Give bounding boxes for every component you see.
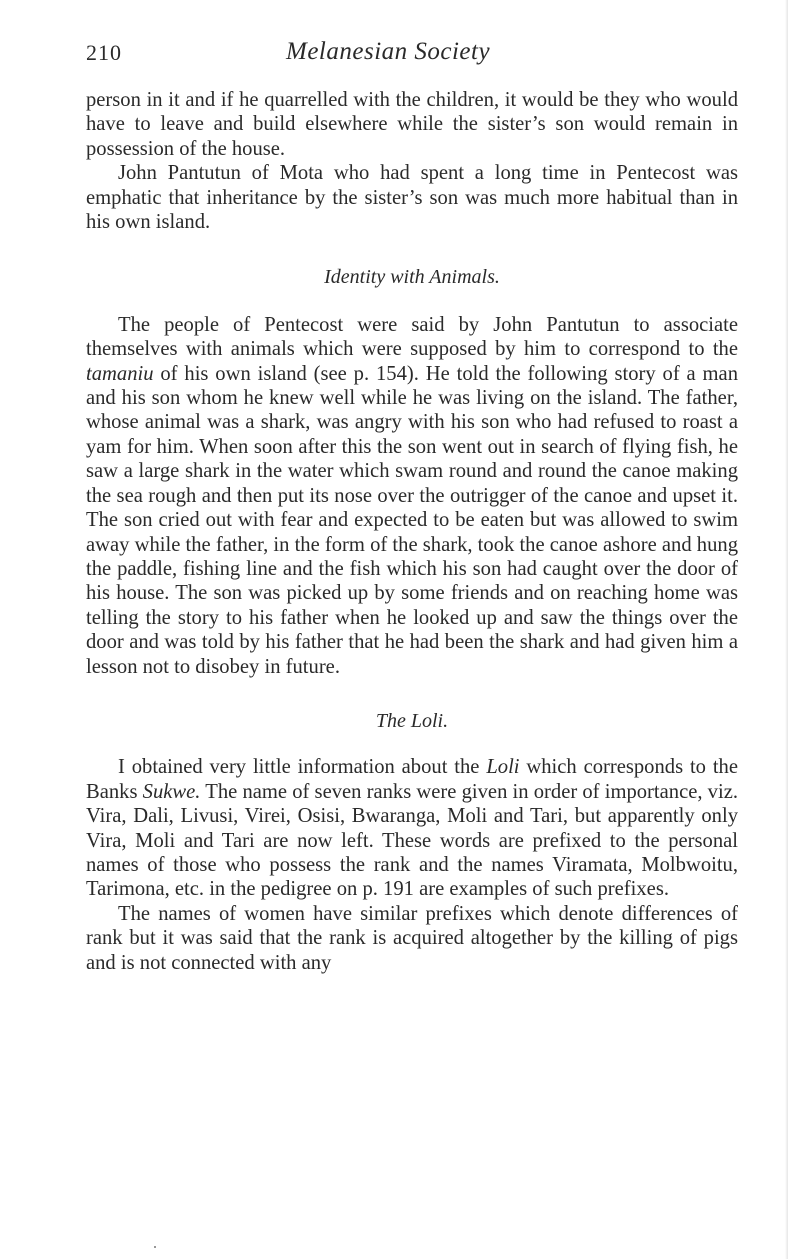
page-body [86,88,738,975]
text-run: which corresponds to the Banks [86,756,738,803]
paragraph-shark-story [86,313,738,679]
text-run: The people of Pentecost were said by John Pantutun to associate themselves with animals which were supposed by him to correspond to the [86,313,738,361]
page-header [86,40,738,70]
scan-speck [154,1246,156,1248]
italic-term-loli: Loli [486,756,520,779]
section-heading-identity-with-animals: Identity with Animals. [324,266,500,289]
page-number: 210 [86,40,122,65]
section-heading-the-loli: The Loli. [375,709,449,732]
text-run: I obtained very little information about the [118,756,487,779]
paragraph-women-prefixes: The names of women have similar prefixes which denote differences of rank but it was said that the rank is acquired altogether by the killing of pigs and is not connected with any [86,902,738,974]
paragraph-pantutun-inheritance: John Pantutun of Mota who had spent a long time in Pentecost was emphatic that inheritance by the sister’s son was much more habitual than in his own island. [86,162,738,234]
text-run: The name of seven ranks were given in order of importance, viz. Vira, Dali, Livusi, Virei, Osisi, Bwaranga, Moli and Tari, but apparently only Vira, Moli and Tari are now left. These words are prefixed to the personal names of those who possess the rank and the names Viramata, Molbwoitu, Tarimona, etc. in the pedigree on p. 191 are examples of such prefixes. [86,780,738,901]
running-title: Melanesian Society [286,38,491,65]
paragraph-loli-ranks [86,755,738,901]
paragraph-continuation: person in it and if he quarrelled with the children, it would be they who would have to leave and build elsewhere while the sister’s son would remain in possession of the house. [86,89,738,160]
italic-term-tamaniu: tamaniu [86,362,154,385]
text-run: of his own island (see p. 154). He told the following story of a man and his son whom he knew well while he was living on the island. The father, whose animal was a shark, was angry with his son who had refused to roast a yam for him. When soon after this the son went out in search of flying fish, he saw a large shark in the water which swam round and round the canoe making the sea rough and then put its nose over the outrigger of the canoe and upset it. The son cried out with fear and expected to be eaten but was allowed to swim away while the father, in the form of the shark, took the canoe ashore and hung the paddle, fishing line and the fish which his son had caught over the door of his house. The son was picked up by some friends and on reaching home was telling the story to his father when he looked up and saw the things over the door and was told by his father that he had been the shark and had given him a lesson not to disobey in future. [86,362,738,678]
italic-term-sukwe: Sukwe. [142,780,201,803]
